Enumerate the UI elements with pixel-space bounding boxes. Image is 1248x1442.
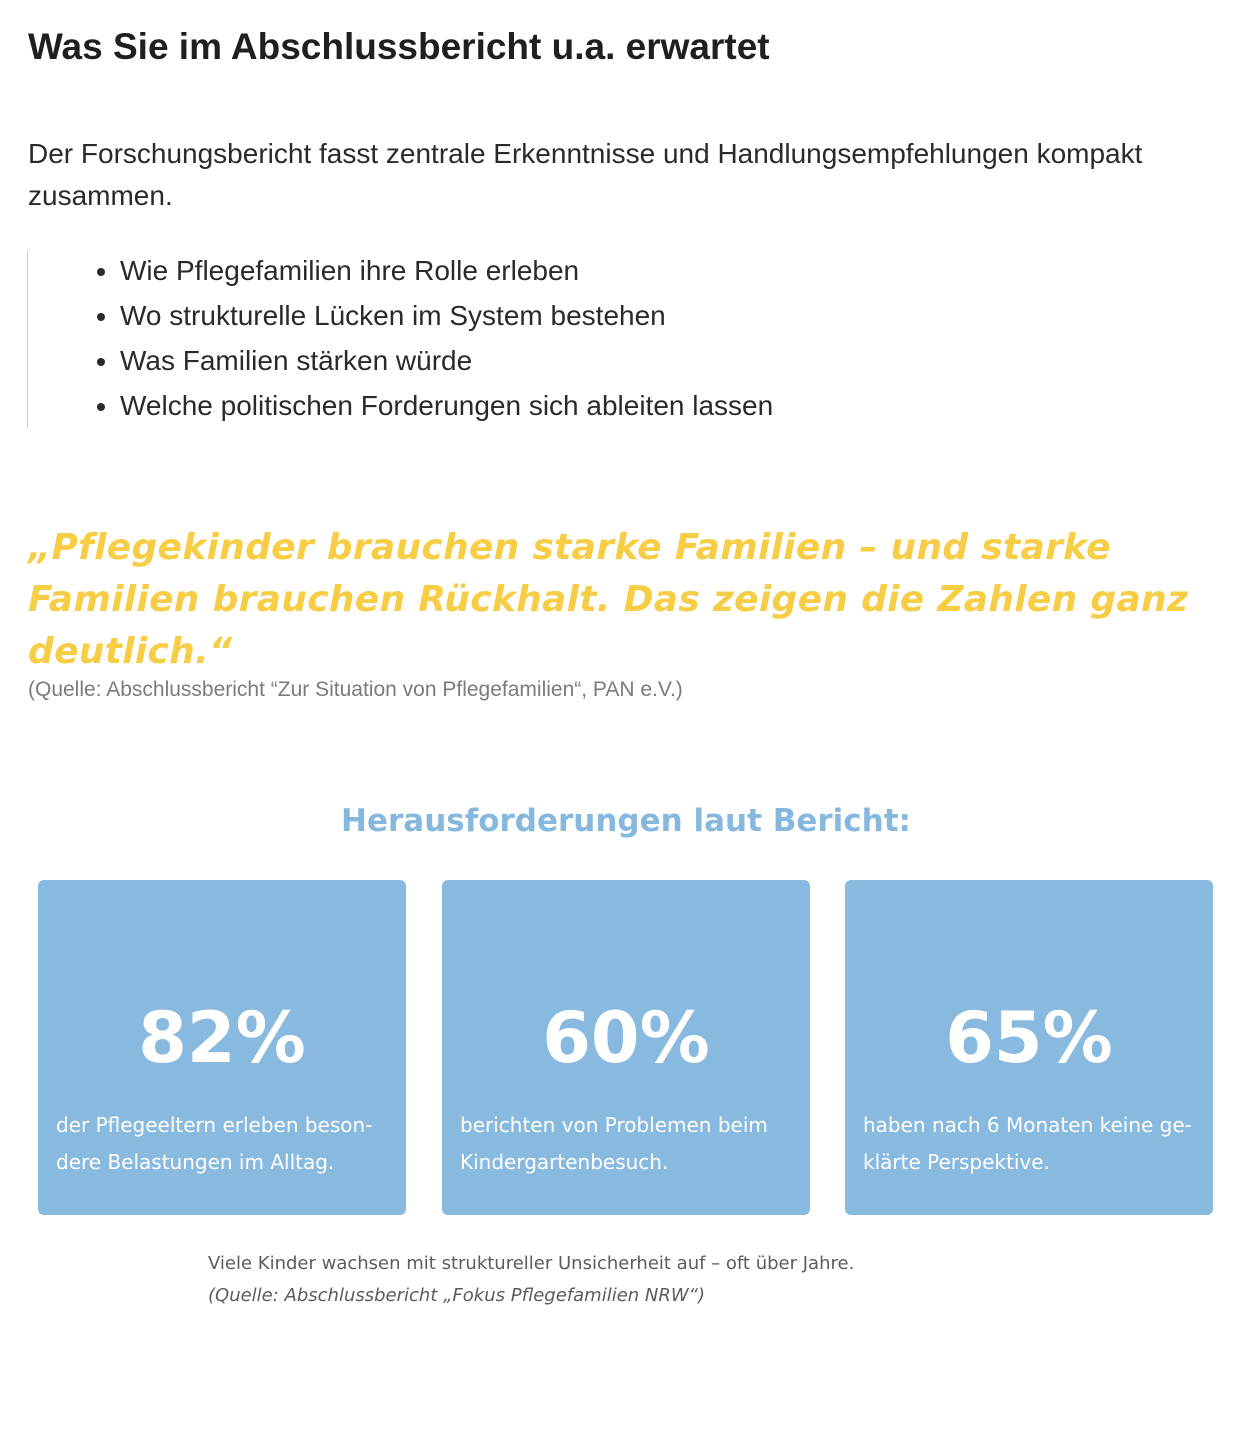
page-title: Was Sie im Abschlussbericht u.a. erwartet [28, 26, 770, 67]
bullet-quote-block [27, 250, 773, 428]
stat-description: der Pflegeeltern erleben beson-dere Belastungen im Alltag. [56, 1113, 373, 1174]
stat-value: 82% [138, 997, 306, 1079]
quote-source: (Quelle: Abschlussbericht “Zur Situation von Pflegefamilien“, PAN e.V.) [28, 678, 683, 701]
intro-paragraph: Der Forschungsbericht fasst zentrale Erkenntnisse und Handlungsempfehlungen kompakt zusammen. [28, 138, 1143, 211]
stat-card-perspective [845, 880, 1213, 1215]
challenges-footnote: Viele Kinder wachsen mit struktureller Unsicherheit auf – oft über Jahre. [208, 1253, 855, 1274]
list-item: • Wo strukturelle Lücken im System bestehen [120, 293, 773, 338]
highlight-quote: „Pflegekinder brauchen starke Familien – und starke Familien brauchen Rückhalt. Das zeigen die Zahlen ganz deutlich.“ [28, 527, 1189, 672]
stat-value: 65% [945, 997, 1113, 1079]
stat-description: haben nach 6 Monaten keine ge-klärte Perspektive. [863, 1113, 1192, 1174]
stat-value: 60% [542, 997, 710, 1079]
stat-card-burden [38, 880, 406, 1215]
footnote-source: (Quelle: Abschlussbericht „Fokus Pflegefamilien NRW“) [208, 1285, 706, 1306]
challenges-title: Herausforderungen laut Bericht: [341, 803, 911, 839]
stat-description: berichten von Problemen beim Kindergartenbesuch. [460, 1113, 768, 1174]
bullet-list [28, 248, 773, 428]
list-item: • Welche politischen Forderungen sich ableiten lassen [120, 383, 773, 428]
stat-card-kindergarten [442, 880, 810, 1215]
list-item: • Wie Pflegefamilien ihre Rolle erleben [120, 248, 773, 293]
list-item: • Was Familien stärken würde [120, 338, 773, 383]
